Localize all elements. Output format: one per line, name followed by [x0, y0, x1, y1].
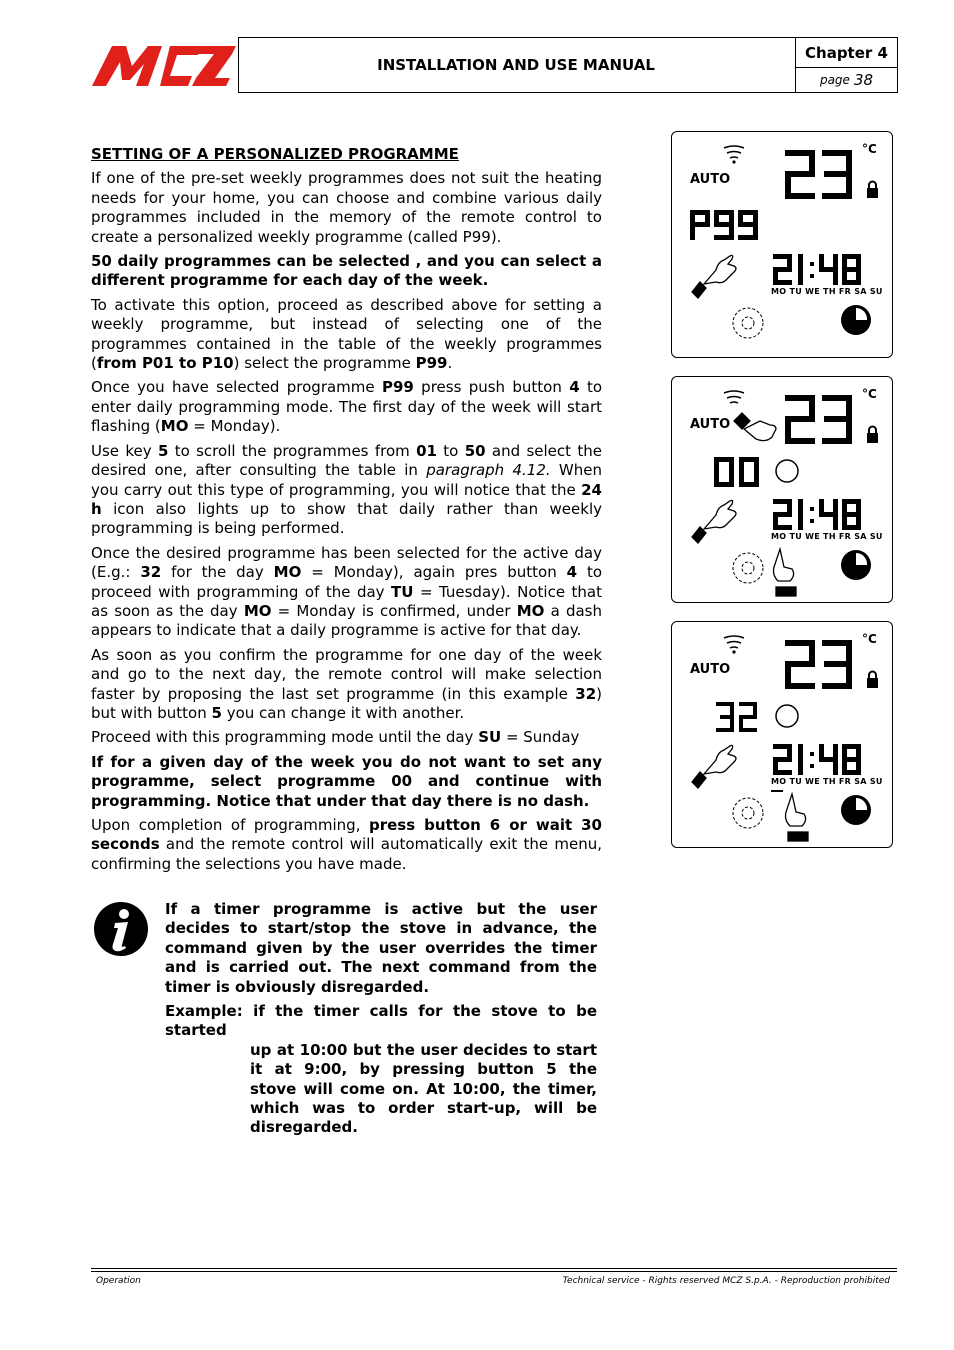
- paragraph-5: Use key 5 to scroll the programmes from 01 to 50 and select the desired one, after consulting the table in paragraph 4.12. When you carry out this type of programming, you will notice that the 24 h icon also lights up to show that daily rather than weekly programming is being performed.: [91, 441, 602, 538]
- paragraph-3: To activate this option, proceed as described above for setting a weekly programme, but instead of selecting one of the programmes contained in the table of the weekly programmes (from P01 to P10) select the programme P99.: [91, 295, 602, 373]
- hand-pointer-icon: [692, 255, 736, 298]
- 24h-indicator: [776, 705, 798, 727]
- auto-label: AUTO: [690, 662, 731, 677]
- program-digits: [690, 210, 758, 240]
- hand-pointer-icon: [786, 794, 809, 841]
- lcd-display-32: [671, 621, 893, 848]
- paragraph-7: As soon as you confirm the programme for one day of the week and go to the next day, the remote control will make selection faster by proposing the last set programme (in this example 32) but with button 5 you can change it with another.: [91, 645, 602, 722]
- clock-digits: [773, 499, 861, 530]
- info-icon: [93, 901, 149, 957]
- hand-pointer-icon: [734, 413, 776, 441]
- hand-pointer-icon: [774, 549, 797, 596]
- manual-title: INSTALLATION AND USE MANUAL: [377, 56, 655, 74]
- paragraph-4: Once you have selected programme P99 press push button 4 to enter daily programming mode. The first day of the week will start flashing (MO = Monday).: [91, 378, 603, 436]
- hand-pointer-icon: [692, 500, 736, 543]
- signal-icon: [724, 146, 744, 158]
- paragraph-10: Upon completion of programming, press button 6 or wait 30 seconds and the remote control will automatically exit the menu, confirming the selections you have made.: [91, 816, 602, 873]
- fan-icon: [733, 553, 763, 583]
- page-indicator: [795, 67, 898, 93]
- mcz-logo: [90, 40, 238, 94]
- lcd-display-p99: [671, 131, 893, 358]
- paragraph-1: If one of the pre-set weekly programmes does not suit the heating needs for your home, you can choose and combine various daily programmes included in the memory of the remote control to create a personalized weekly programme (called P99).: [91, 169, 602, 246]
- auto-label: AUTO: [690, 417, 731, 432]
- chapter-label: Chapter 4: [795, 37, 898, 68]
- lcd-graphic: [672, 132, 894, 359]
- info-example: [165, 1002, 597, 1138]
- paragraph-2: 50 daily programmes can be selected , and you can select a different programme for each day of the week.: [91, 252, 602, 290]
- celsius-label: °C: [862, 142, 877, 156]
- fan-icon: [733, 798, 763, 828]
- paragraph-8: Proceed with this programming mode until the day SU = Sunday: [91, 728, 580, 747]
- paragraph-6: Once the desired programme has been selected for the active day (E.g.: 32 for the day MO = Monday), again pres button 4 to proceed with programming of the day TU = Tuesday). Notice that as soon as the day MO = Monday is confirmed, under MO a dash appears to indicate that a daily programme is active for that day.: [91, 543, 603, 640]
- example-first-line: Example: if the timer calls for the stove to be started: [165, 1002, 597, 1040]
- footer-section: Operation: [96, 1276, 141, 1286]
- lcd-graphic: [672, 377, 894, 604]
- footer-rights: Technical service - Rights reserved MCZ S.p.A. - Reproduction prohibited: [562, 1276, 890, 1286]
- example-label: Example:: [165, 1002, 243, 1021]
- weekday-labels: MO TU WE TH FR SA SU: [771, 532, 883, 541]
- signal-icon: [724, 391, 744, 403]
- lock-icon: [867, 182, 878, 199]
- info-paragraph: If a timer programme is active but the user decides to start/stop the stove in advance, the command given by the user overrides the timer and is carried out. The next command from the timer is obviously disregarded.: [165, 900, 597, 996]
- paragraph-9: If for a given day of the week you do not want to set any programme, select programme 00 and continue with programming. Notice that under that day there is no dash.: [91, 752, 602, 810]
- mo-dash: [771, 790, 783, 792]
- 24h-indicator: [776, 460, 798, 482]
- lock-icon: [867, 427, 878, 444]
- fan-icon: [733, 308, 763, 338]
- temperature-digits: [785, 395, 852, 444]
- weekday-labels: MO TU WE TH FR SA SU: [771, 777, 883, 786]
- auto-label: AUTO: [690, 172, 731, 187]
- main-text-column: [91, 145, 602, 879]
- lcd-graphic: [672, 622, 894, 849]
- program-digits: [714, 457, 759, 487]
- footer-divider: [91, 1268, 897, 1269]
- hand-pointer-icon: [692, 745, 736, 788]
- clock-icon: [841, 305, 871, 335]
- page-label: page: [819, 72, 850, 87]
- weekday-labels: MO TU WE TH FR SA SU: [771, 287, 883, 296]
- signal-icon: [724, 636, 744, 648]
- clock-icon: [841, 795, 871, 825]
- lcd-display-00: [671, 376, 893, 603]
- temperature-digits: [785, 150, 852, 199]
- temperature-digits: [785, 640, 852, 689]
- page-number: 38: [853, 70, 874, 89]
- footer-divider: [91, 1271, 897, 1272]
- clock-digits: [773, 744, 861, 775]
- program-digits: [716, 702, 757, 732]
- celsius-label: °C: [862, 632, 877, 646]
- clock-digits: [773, 254, 861, 285]
- celsius-label: °C: [862, 387, 877, 401]
- lock-icon: [867, 672, 878, 689]
- example-rest: up at 10:00 but the user decides to start it at 9:00, by pressing button 5 the stove will come on. At 10:00, the timer, which was to order start-up, will be disregarded.: [250, 1040, 597, 1137]
- section-heading: SETTING OF A PERSONALIZED PROGRAMME: [91, 145, 459, 163]
- info-note: [165, 900, 597, 1138]
- clock-icon: [841, 550, 871, 580]
